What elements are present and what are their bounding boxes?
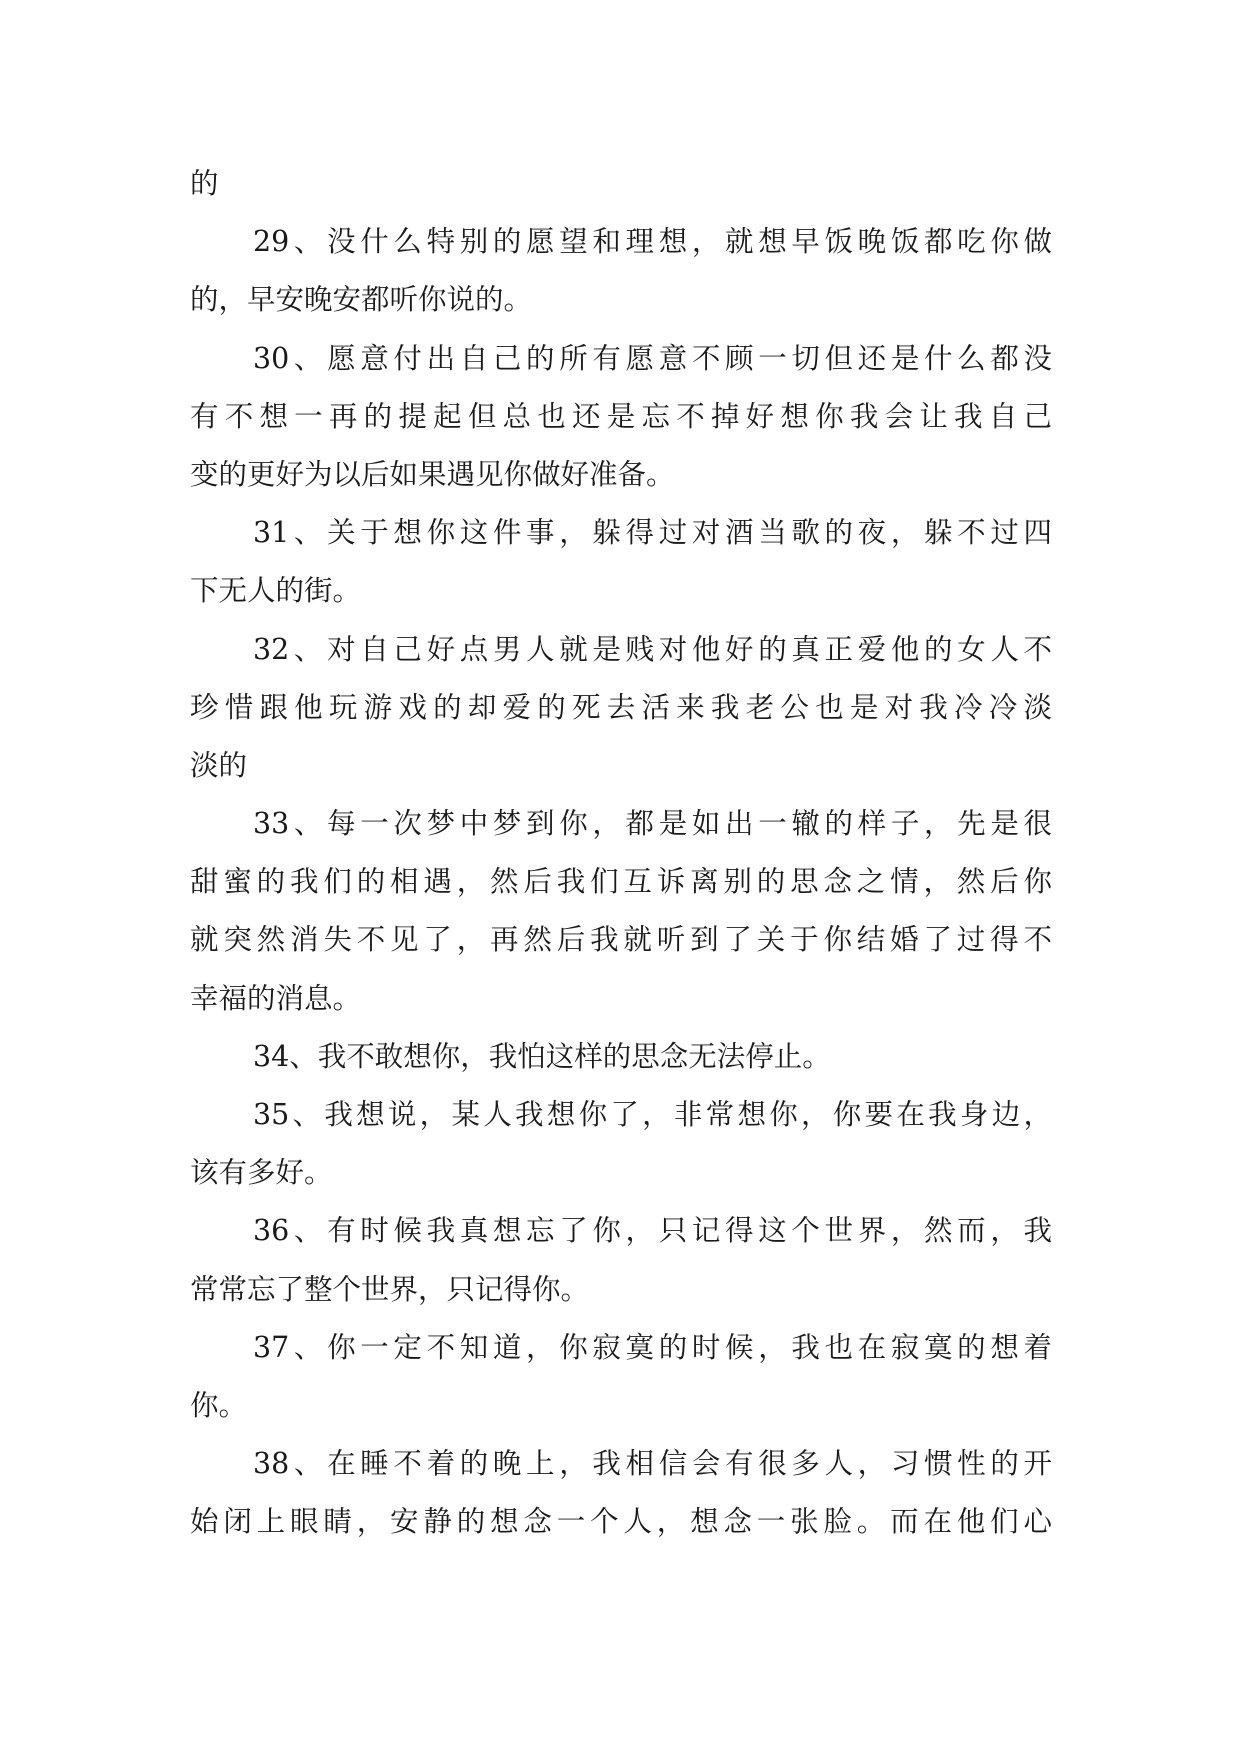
text-line: 变的更好为以后如果遇见你做好准备。 (190, 457, 675, 491)
text-line: 该有多好。 (190, 1156, 333, 1190)
text-line: 35、我想说，某人我想你了，非常想你，你要在我身边， (253, 1098, 1052, 1131)
text-line: 31、关于想你这件事，躲得过对酒当歌的夜，躲不过四 (253, 516, 1052, 550)
text-line: 甜蜜的我们的相遇，然后我们互诉离别的思念之情，然后你 (190, 865, 1052, 899)
text-line: 36、有时候我真想忘了你，只记得这个世界，然而，我 (253, 1214, 1052, 1248)
text-line: 始闭上眼睛，安静的想念一个人，想念一张脸。而在他们心 (190, 1505, 1052, 1539)
text-line: 幸福的消息。 (190, 981, 362, 1015)
text-line: 淡的 (190, 748, 248, 782)
text-line: 的 (190, 167, 219, 200)
text-line: 34、我不敢想你，我怕这样的思念无法停止。 (253, 1039, 831, 1073)
text-line: 珍惜跟他玩游戏的却爱的死去活来我老公也是对我冷冷淡 (190, 690, 1052, 724)
text-line: 33、每一次梦中梦到你，都是如出一辙的样子，先是很 (253, 807, 1052, 841)
text-line: 38、在睡不着的晚上，我相信会有很多人，习惯性的开 (253, 1447, 1052, 1481)
text-line: 的，早安晚安都听你说的。 (190, 283, 533, 317)
text-line: 30、愿意付出自己的所有愿意不顾一切但还是什么都没 (253, 341, 1052, 375)
text-line: 有不想一再的提起但总也还是忘不掉好想你我会让我自己 (190, 399, 1052, 433)
text-line: 29、没什么特别的愿望和理想，就想早饭晚饭都吃你做 (253, 225, 1052, 259)
text-line: 就突然消失不见了，再然后我就听到了关于你结婚了过得不 (190, 923, 1052, 957)
text-line: 常常忘了整个世界，只记得你。 (190, 1272, 590, 1306)
text-line: 32、对自己好点男人就是贱对他好的真正爱他的女人不 (253, 632, 1052, 666)
text-line: 下无人的街。 (190, 574, 362, 608)
document-body (190, 155, 1052, 1552)
text-line: 37、你一定不知道，你寂寞的时候，我也在寂寞的想着 (253, 1330, 1052, 1364)
text-line: 你。 (190, 1388, 248, 1422)
